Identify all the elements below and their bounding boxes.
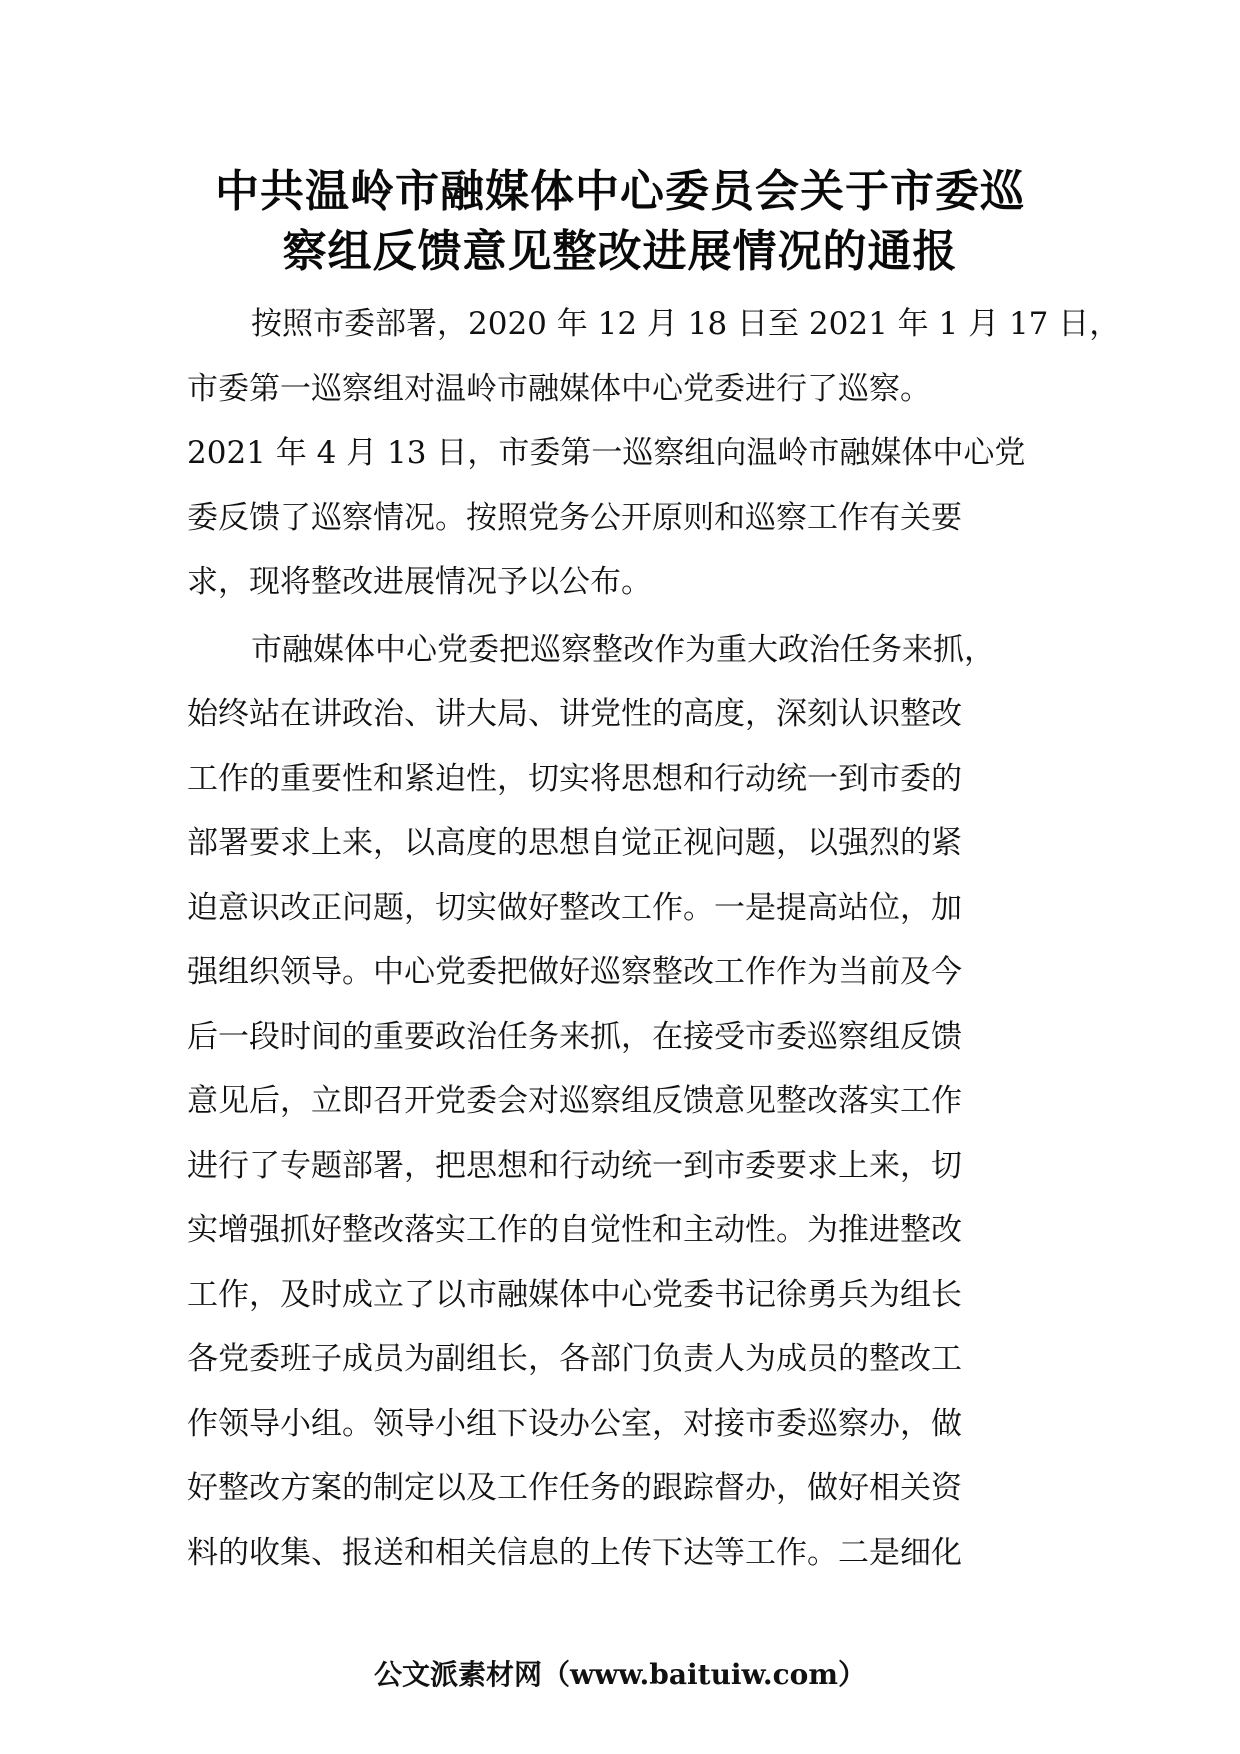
title-line: 中共温岭市融媒体中心委员会关于市委巡 bbox=[215, 166, 1025, 217]
document-title bbox=[150, 162, 1090, 282]
text-line: 迫意识改正问题，切实做好整改工作。一是提高站位，加 bbox=[187, 889, 962, 926]
text-line: 工作，及时成立了以市融媒体中心党委书记徐勇兵为组长 bbox=[187, 1276, 962, 1313]
text-line: 工作的重要性和紧迫性，切实将思想和行动统一到市委的 bbox=[187, 760, 962, 797]
text-line: 料的收集、报送和相关信息的上传下达等工作。二是细化 bbox=[187, 1534, 962, 1571]
text-line: 后一段时间的重要政治任务来抓，在接受市委巡察组反馈 bbox=[187, 1018, 962, 1055]
footer-source: 公文派素材网（www.baituiw.com） bbox=[374, 1658, 866, 1691]
text-line: 好整改方案的制定以及工作任务的跟踪督办，做好相关资 bbox=[187, 1470, 962, 1506]
document-body bbox=[187, 292, 1121, 1585]
text-line: 求，现将整改进展情况予以公布。 bbox=[187, 564, 652, 600]
text-line: 始终站在讲政治、讲大局、讲党性的高度，深刻认识整改 bbox=[187, 696, 962, 732]
paragraph-2 bbox=[187, 618, 1057, 1586]
text-line: 市委第一巡察组对温岭市融媒体中心党委进行了巡察。 bbox=[187, 370, 931, 407]
title-line: 察组反馈意见整改进展情况的通报 bbox=[282, 226, 958, 277]
text-line: 市融媒体中心党委把巡察整改作为重大政治任务来抓， bbox=[251, 631, 995, 668]
paragraph-1 bbox=[187, 292, 1121, 615]
text-line: 意见后，立即召开党委会对巡察组反馈意见整改落实工作 bbox=[187, 1083, 962, 1119]
text-line: 部署要求上来，以高度的思想自觉正视问题，以强烈的紧 bbox=[187, 825, 962, 861]
text-line: 委反馈了巡察情况。按照党务公开原则和巡察工作有关要 bbox=[187, 499, 962, 536]
text-line: 按照市委部署，2020 年 12 月 18 日至 2021 年 1 月 17 日， bbox=[251, 306, 1121, 342]
text-line: 强组织领导。中心党委把做好巡察整改工作作为当前及今 bbox=[187, 954, 962, 990]
text-line: 各党委班子成员为副组长，各部门负责人为成员的整改工 bbox=[187, 1341, 962, 1377]
text-line: 实增强抓好整改落实工作的自觉性和主动性。为推进整改 bbox=[187, 1212, 962, 1248]
text-line: 作领导小组。领导小组下设办公室，对接市委巡察办，做 bbox=[187, 1405, 962, 1442]
text-line: 2021 年 4 月 13 日，市委第一巡察组向温岭市融媒体中心党 bbox=[187, 435, 1026, 471]
text-line: 进行了专题部署，把思想和行动统一到市委要求上来，切 bbox=[187, 1147, 962, 1184]
